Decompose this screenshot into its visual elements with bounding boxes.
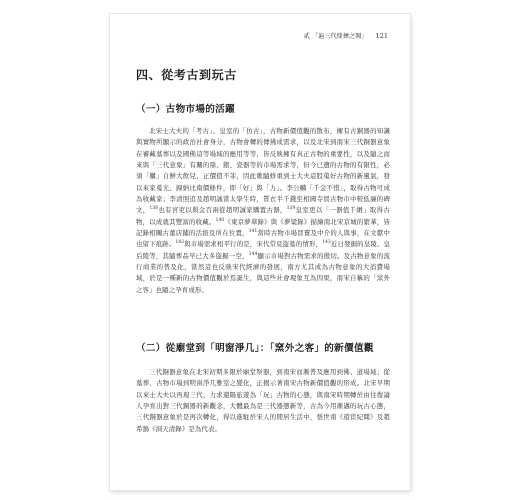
footnote-ref: 139 — [286, 206, 296, 212]
footnote-ref: 140 — [215, 217, 225, 223]
body-paragraph-2: 三代銅器意象在北宋初期多限於廟堂祭器，到南宋而漸普及應用到佛、道場域；從墓葬、古物市場到明窗淨几雅室之變化，正揭示著南宋古物新價值觀的形成。北宋早期以來士大夫以再現三代、力求還陽旅遊為「玩」古物的心態，與南宋時期轉於由往復論人孕育出對三代銅器的新觀念，大體最為是三代器態新等，古為今用漸邁的玩古心態，三代銅器意象於是再次轉化，得以進駐於宋人的閒居生活中，張世南《遊宦紀聞》及趙希鵠《洞天清錄》是為代表。 — [136, 368, 390, 433]
footnote-ref: 142 — [175, 240, 185, 246]
paragraph-text: 《東京夢華錄》與《夢粱錄》描繪南北宋京城的繁華，皆記錄相關古董店鋪的活絡及所在位置， — [136, 217, 390, 238]
paragraph-text: 皇室更以「一器值千緡」取得古物，以成就其豐富的收藏。 — [136, 206, 390, 226]
footnote-ref: 143 — [322, 240, 331, 246]
running-header — [304, 31, 388, 40]
section-title: 四、從考古到玩古 — [136, 68, 237, 82]
paragraph-text: 當時古物市場買賣及中介的人與事，在文獻中也留下痕跡。 — [136, 229, 390, 249]
subsection-title-1: （一）古物市場的活躍 — [136, 104, 235, 115]
paragraph-text: 與市場需求相平行的是，宋代常見盜墓的情形， — [184, 240, 323, 249]
paragraph-text: 顯示市場對古物需求的殷切。及古物意象的流行商業的普及化，當然這也反映宋代經濟的發展，南方尤其成為古物意象的大消費場域，於是一種新的古物價值觀於焉誕生，與這些社會現象互為因果，南宋自稱的「窯外之客」也隨之孕育成形。 — [136, 251, 390, 294]
paragraph-text: 也有宮吏以與金百兩從趙明誠家購置古器， — [158, 206, 287, 215]
footnote-ref: 138 — [149, 206, 159, 212]
footnote-ref: 144 — [248, 251, 258, 257]
footnote-ref: 141 — [248, 228, 258, 234]
book-page — [110, 14, 410, 490]
subsection-title-2: （二）從廟堂到「明窗淨几」：「窯外之客」的新價值觀 — [136, 343, 374, 354]
page-number: 121 — [375, 32, 388, 40]
paragraph-text: 北宋士大夫的「考古」、皇室的「仿古」，古物新價值觀的散布，擁有古銅器的知識與實物所顯示的政治社會身分，古物會轉的傳拂成需求，以及北宋到南宋三代銅器意象在審藏墓葬以及國佛這等場域的應用等等，皆反映擁有真正古物的重要性，以及隨之而來與「三代意象」有關的鼎、銀、瓷器等的市場需求等，但今已遺的古物的有限性，必須「購」自鮮大飲兒，正價值不菲，因此歌隨修重到士大夫這股蒐好古物的新風氣，發以來家蒐光、歸納比南價條件，即「好」與「力」。李公麟「千金不惜」，取得古物可成為收藏家；李清照追及趙明誠當太學生時，質衣半千錢至相國寺買古物市中較低廉的碑文， — [136, 127, 390, 215]
chapter-title: 貳 「遍三代鼎彝之閣」 — [303, 33, 368, 40]
paragraph-text: 近日發掘的皇陵、皇后陵等，其隨葬品早已大多盜掘一空， — [136, 240, 391, 260]
body-paragraph-1 — [136, 126, 390, 296]
